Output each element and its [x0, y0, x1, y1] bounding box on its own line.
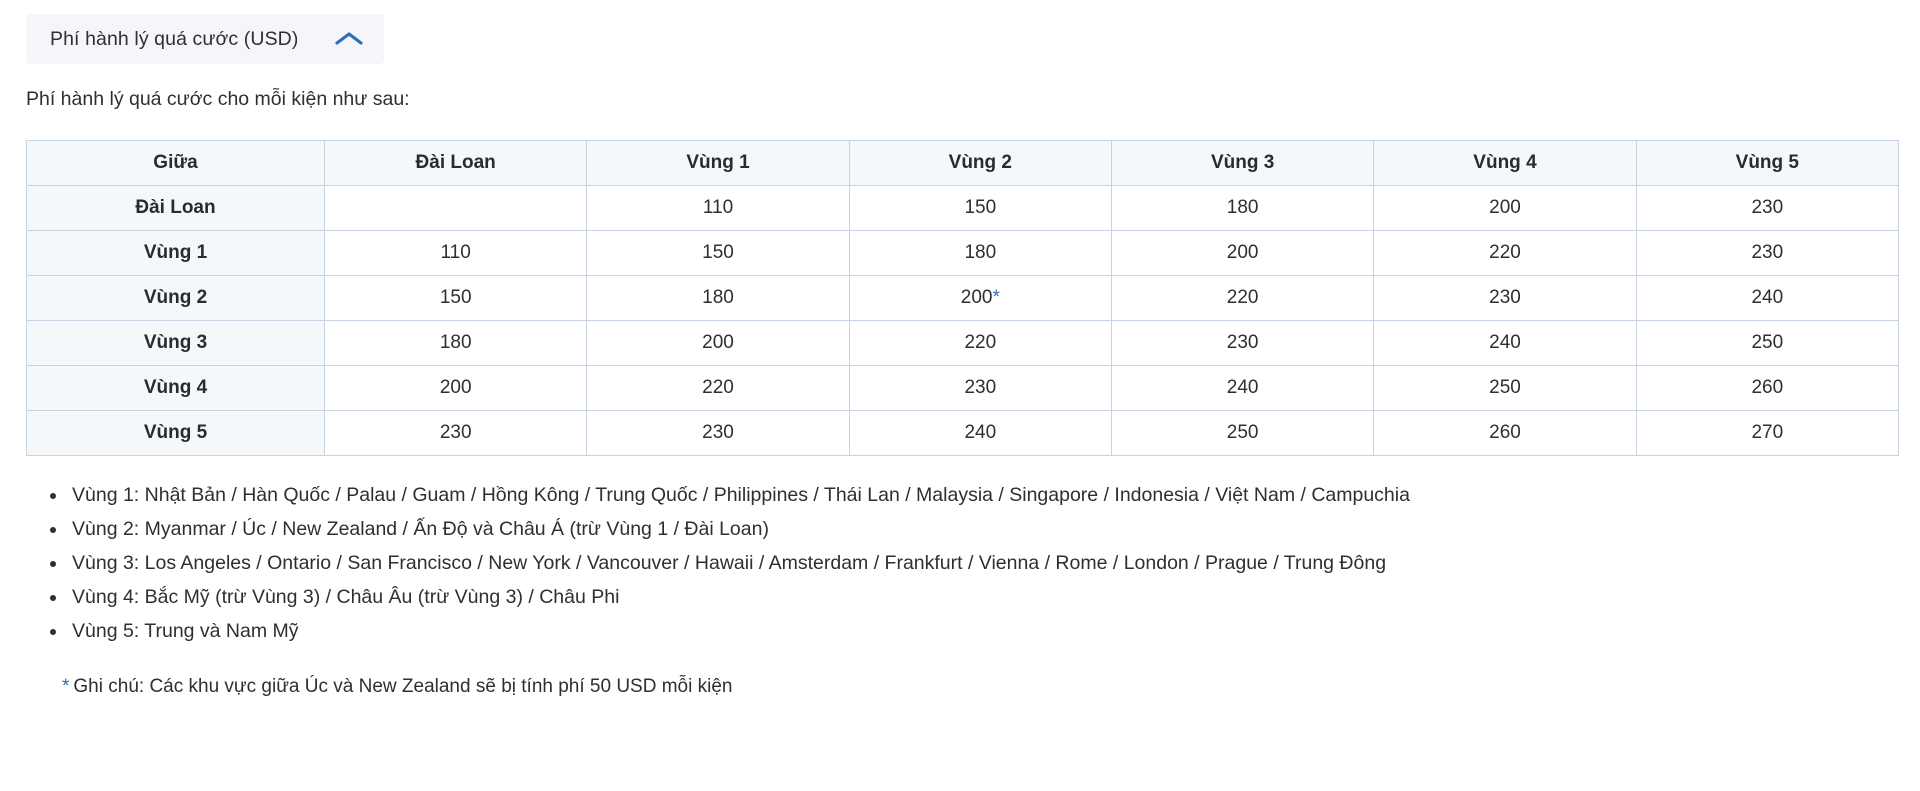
column-header-0: Giữa [27, 141, 325, 186]
table-cell: 230 [1374, 276, 1636, 321]
table-row [27, 186, 1899, 231]
table-cell: 260 [1636, 366, 1898, 411]
table-cell [325, 186, 587, 231]
list-item: • Vùng 1: Nhật Bản / Hàn Quốc / Palau / Guam / Hồng Kông / Trung Quốc / Philippines / Thái Lan / Malaysia / Singapore / Indonesia / Việt Nam / Campuchia [68, 478, 1920, 512]
table-cell: 150 [849, 186, 1111, 231]
column-header-5: Vùng 4 [1374, 141, 1636, 186]
row-header: Đài Loan [27, 186, 325, 231]
table-cell: 240 [1111, 366, 1373, 411]
table-cell: 150 [325, 276, 587, 321]
table-cell: 260 [1374, 411, 1636, 456]
table-cell-value: 200 [960, 287, 993, 308]
table-cell: 150 [587, 231, 849, 276]
table-row [27, 366, 1899, 411]
table-cell: 180 [1111, 186, 1373, 231]
row-header: Vùng 4 [27, 366, 325, 411]
list-item: • Vùng 4: Bắc Mỹ (trừ Vùng 3) / Châu Âu (trừ Vùng 3) / Châu Phi [68, 580, 1920, 614]
table-cell: 200 [1111, 231, 1373, 276]
row-header: Vùng 2 [27, 276, 325, 321]
footnote-text: Ghi chú: Các khu vực giữa Úc và New Zealand sẽ bị tính phí 50 USD mỗi kiện [73, 676, 733, 697]
table-cell: 200 [325, 366, 587, 411]
table-cell: 180 [849, 231, 1111, 276]
chevron-up-icon[interactable] [332, 27, 366, 51]
accordion-header-baggage-fee[interactable] [26, 14, 384, 64]
table-cell: 230 [1111, 321, 1373, 366]
column-header-6: Vùng 5 [1636, 141, 1898, 186]
baggage-fee-table-wrapper [26, 140, 1899, 456]
table-row [27, 231, 1899, 276]
zone-definition-list [40, 478, 1920, 648]
table-cell: 240 [849, 411, 1111, 456]
table-cell: 200 [587, 321, 849, 366]
table-cell: 230 [1636, 231, 1898, 276]
table-cell: 180 [587, 276, 849, 321]
list-item: • Vùng 3: Los Angeles / Ontario / San Francisco / New York / Vancouver / Hawaii / Amsterdam / Frankfurt / Vienna / Rome / London / Prague / Trung Đông [68, 546, 1920, 580]
table-cell: 250 [1111, 411, 1373, 456]
table-header [27, 141, 1899, 186]
list-item: • Vùng 2: Myanmar / Úc / New Zealand / Ấn Độ và Châu Á (trừ Vùng 1 / Đài Loan) [68, 512, 1920, 546]
intro-text: Phí hành lý quá cước cho mỗi kiện như sau: [26, 88, 410, 110]
table-cell: 240 [1374, 321, 1636, 366]
table-row [27, 411, 1899, 456]
table-cell: 230 [587, 411, 849, 456]
table-cell: 230 [1636, 186, 1898, 231]
column-header-2: Vùng 1 [587, 141, 849, 186]
table-cell: 220 [1111, 276, 1373, 321]
table-cell: 110 [325, 231, 587, 276]
table-cell-with-footnote [849, 276, 1111, 321]
table-cell: 220 [587, 366, 849, 411]
table-header-row [27, 141, 1899, 186]
column-header-3: Vùng 2 [849, 141, 1111, 186]
column-header-1: Đài Loan [325, 141, 587, 186]
table-cell: 230 [325, 411, 587, 456]
accordion-title: Phí hành lý quá cước (USD) [50, 27, 299, 50]
table-cell: 250 [1636, 321, 1898, 366]
table-row [27, 321, 1899, 366]
footnote [62, 676, 1920, 698]
table-cell: 240 [1636, 276, 1898, 321]
table-body [27, 186, 1899, 456]
table-cell: 270 [1636, 411, 1898, 456]
table-cell: 230 [849, 366, 1111, 411]
column-header-4: Vùng 3 [1111, 141, 1373, 186]
baggage-fee-table [26, 140, 1899, 456]
table-cell: 110 [587, 186, 849, 231]
list-item: • Vùng 5: Trung và Nam Mỹ [68, 614, 1920, 648]
table-cell: 220 [849, 321, 1111, 366]
table-cell: 200 [1374, 186, 1636, 231]
table-cell: 220 [1374, 231, 1636, 276]
row-header: Vùng 1 [27, 231, 325, 276]
footnote-marker: * [62, 676, 70, 697]
row-header: Vùng 3 [27, 321, 325, 366]
table-cell: 180 [325, 321, 587, 366]
table-row [27, 276, 1899, 321]
row-header: Vùng 5 [27, 411, 325, 456]
footnote-asterisk: * [992, 287, 1000, 308]
table-cell: 250 [1374, 366, 1636, 411]
